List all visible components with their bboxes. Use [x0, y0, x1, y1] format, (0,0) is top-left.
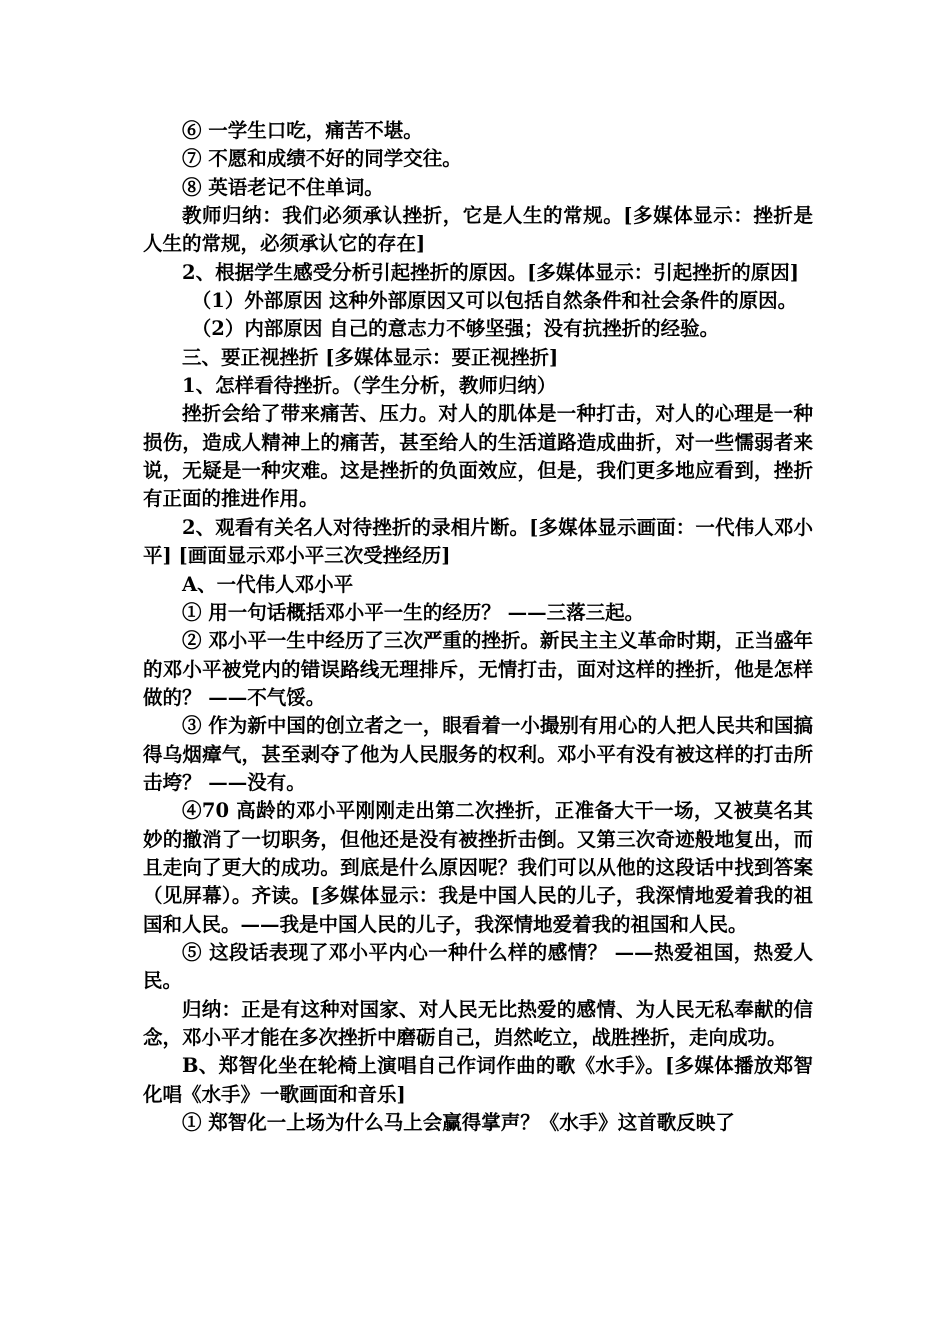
- paragraph: 1、怎样看待挫折。（学生分析，教师归纳）: [182, 374, 557, 398]
- paragraph: （1）外部原因 这种外部原因又可以包括自然条件和社会条件的原因。: [191, 289, 798, 313]
- paragraph: ① 用一句话概括邓小平一生的经历？ ——三落三起。: [182, 600, 645, 624]
- paragraph: ④70 高龄的邓小平刚刚走出第二次挫折，正准备大干一场，又被莫名其妙的撤消了一切职务，但他还是没有被挫折击倒。又第三次奇迹般地复出，而且走向了更大的成功。到底是什么原因呢？我们可以从他的这段话中找到答案（见屏幕）。齐读。[多媒体显示：我是中国人民的儿子，我深情地爱着我的祖国和人民。——我是中国人民的儿子，我深情地爱着我的祖国和人民。: [143, 799, 813, 936]
- paragraph: ② 邓小平一生中经历了三次严重的挫折。新民主主义革命时期，正当盛年的邓小平被党内的错误路线无理排斥，无情打击，面对这样的挫折，他是怎样做的？ ——不气馁。: [143, 629, 813, 709]
- paragraph: ⑤ 这段话表现了邓小平内心一种什么样的感情？ ——热爱祖国，热爱人民。: [143, 940, 813, 993]
- section-heading: 三、要正视挫折 [多媒体显示：要正视挫折]: [182, 345, 559, 369]
- paragraph: 挫折会给了带来痛苦、压力。对人的肌体是一种打击，对人的心理是一种损伤，造成人精神上的痛苦，甚至给人的生活道路造成曲折，对一些懦弱者来说，无疑是一种灾难。这是挫折的负面效应，但是，我们更多地应看到，挫折有正面的推进作用。: [143, 402, 813, 511]
- paragraph: ① 郑智化一上场为什么马上会赢得掌声？《水手》这首歌反映了: [182, 1111, 735, 1135]
- paragraph: ⑥ 一学生口吃，痛苦不堪。: [182, 119, 423, 142]
- paragraph: 2、观看有关名人对待挫折的录相片断。[多媒体显示画面：一代伟人邓小平] [画面显示邓小平三次受挫经历]: [143, 515, 813, 568]
- paragraph: （2）内部原因 自己的意志力不够坚强；没有抗挫折的经验。: [191, 317, 720, 341]
- paragraph: 归纳：正是有这种对国家、对人民无比热爱的感情、为人民无私奉献的信念，邓小平才能在多次挫折中磨砺自己，岿然屹立，战胜挫折，走向成功。: [143, 997, 813, 1049]
- paragraph: 教师归纳：我们必须承认挫折，它是人生的常规。[多媒体显示：挫折是人生的常规，必须承认它的存在]: [143, 204, 813, 256]
- paragraph: ⑧ 英语老记不住单词。: [182, 175, 384, 199]
- paragraph: ③ 作为新中国的创立者之一，眼看着一小撮别有用心的人把人民共和国搞得乌烟瘴气，甚至剥夺了他为人民服务的权利。邓小平有没有被这样的打击所击垮？ ——没有。: [143, 714, 813, 794]
- paragraph: 2、根据学生感受分析引起挫折的原因。[多媒体显示：引起挫折的原因]: [182, 260, 800, 284]
- subsection-heading: B、郑智化坐在轮椅上演唱自己作词作曲的歌《水手》。[多媒体播放郑智化唱《水手》一歌画面和音乐]: [143, 1054, 813, 1106]
- body-text: [143, 117, 813, 1137]
- paragraph: ⑦ 不愿和成绩不好的同学交往。: [182, 147, 462, 171]
- subsection-heading: A、一代伟人邓小平: [182, 572, 354, 596]
